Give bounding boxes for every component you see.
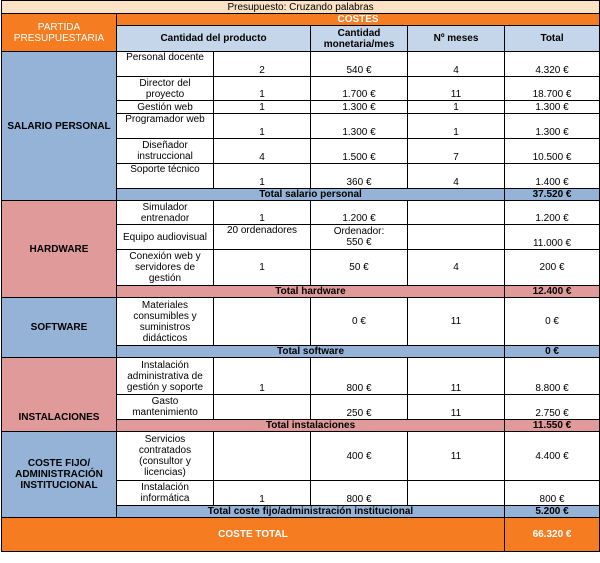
title-row <box>2 1 600 14</box>
months-cell: 4 <box>408 164 505 189</box>
months-cell <box>408 481 505 506</box>
table-row <box>2 201 600 225</box>
category-hardware: HARDWARE <box>2 201 117 298</box>
table-row <box>2 52 600 77</box>
concept-cell: Soporte técnico <box>117 164 214 189</box>
category-software: SOFTWARE <box>2 298 117 358</box>
total-cell: 11.000 € <box>505 225 600 250</box>
total-cell: 4.320 € <box>505 52 600 77</box>
quantity-cell <box>214 432 311 481</box>
category-salario: SALARIO PERSONAL <box>2 52 117 201</box>
monthly-cell: 1.200 € <box>311 201 408 225</box>
concept-cell: Director del proyecto <box>117 77 214 101</box>
total-cell: 0 € <box>505 298 600 346</box>
months-cell <box>408 225 505 250</box>
concept-cell: Conexión web y servidores de gestión <box>117 250 214 286</box>
quantity-cell: 1 <box>214 201 311 225</box>
concept-cell: Instalación informática <box>117 481 214 506</box>
quantity-cell: 1 <box>214 114 311 139</box>
quantity-cell: 1 <box>214 250 311 286</box>
quantity-cell: 4 <box>214 139 311 164</box>
monthly-cell: 0 € <box>311 298 408 346</box>
months-cell: 11 <box>408 395 505 420</box>
partida-header: PARTIDA PRESUPUESTARIA <box>2 14 117 52</box>
category-instalaciones: INSTALACIONES <box>2 358 117 432</box>
table-row <box>2 432 600 481</box>
quantity-cell: 1 <box>214 164 311 189</box>
subtotal-label: Total instalaciones <box>117 420 505 432</box>
quantity-cell: 1 <box>214 77 311 101</box>
col-meses: Nº meses <box>408 26 505 52</box>
quantity-cell: 1 <box>214 101 311 114</box>
months-cell: 1 <box>408 101 505 114</box>
grand-total-value: 66.320 € <box>505 518 600 552</box>
total-cell: 200 € <box>505 250 600 286</box>
months-cell: 1 <box>408 114 505 139</box>
concept-cell: Gasto mantenimiento <box>117 395 214 420</box>
subtotal-value: 12.400 € <box>505 286 600 298</box>
col-cantidad-monetaria: Cantidad monetaria/mes <box>311 26 408 52</box>
quantity-cell: 1 <box>214 481 311 506</box>
grand-total-row <box>2 518 600 552</box>
quantity-cell <box>214 298 311 346</box>
concept-cell: Simulador entrenador <box>117 201 214 225</box>
costes-header: COSTES <box>117 14 600 26</box>
total-cell: 10.500 € <box>505 139 600 164</box>
category-coste-fijo: COSTE FIJO/ ADMINISTRACIÓN INSTITUCIONAL <box>2 432 117 518</box>
total-cell: 800 € <box>505 481 600 506</box>
total-cell: 2.750 € <box>505 395 600 420</box>
months-cell: 11 <box>408 432 505 481</box>
subtotal-label: Total software <box>117 346 505 358</box>
subtotal-value: 37.520 € <box>505 189 600 201</box>
concept-cell: Instalación administrativa de gestión y soporte <box>117 358 214 395</box>
col-total: Total <box>505 26 600 52</box>
subtotal-value: 5.200 € <box>505 506 600 518</box>
col-cantidad-producto: Cantidad del producto <box>117 26 311 52</box>
concept-cell: Diseñador instruccional <box>117 139 214 164</box>
concept-cell: Personal docente <box>117 52 214 77</box>
subtotal-value: 11.550 € <box>505 420 600 432</box>
monthly-cell: 360 € <box>311 164 408 189</box>
total-cell: 1.300 € <box>505 114 600 139</box>
months-cell: 11 <box>408 77 505 101</box>
total-cell: 1.300 € <box>505 101 600 114</box>
concept-cell: Gestión web <box>117 101 214 114</box>
concept-cell: Programador web <box>117 114 214 139</box>
table-row <box>2 358 600 395</box>
months-cell: 11 <box>408 358 505 395</box>
subtotal-label: Total coste fijo/administración institucional <box>117 506 505 518</box>
quantity-cell: 2 <box>214 52 311 77</box>
total-cell: 1.200 € <box>505 201 600 225</box>
concept-cell: Servicios contratados (consultor y licencias) <box>117 432 214 481</box>
table-row <box>2 298 600 346</box>
monthly-cell: 50 € <box>311 250 408 286</box>
monthly-cell: 1.700 € <box>311 77 408 101</box>
total-cell: 4.400 € <box>505 432 600 481</box>
quantity-cell: 20 ordenadores <box>214 225 311 250</box>
total-cell: 8.800 € <box>505 358 600 395</box>
monthly-cell: 1.500 € <box>311 139 408 164</box>
subtotal-value: 0 € <box>505 346 600 358</box>
budget-table <box>1 0 600 552</box>
monthly-cell: 800 € <box>311 358 408 395</box>
months-cell: 4 <box>408 52 505 77</box>
quantity-cell: 1 <box>214 358 311 395</box>
months-cell <box>408 201 505 225</box>
grand-total-label: COSTE TOTAL <box>2 518 505 552</box>
monthly-cell: 250 € <box>311 395 408 420</box>
budget-title: Presupuesto: Cruzando palabras <box>2 1 600 14</box>
monthly-cell: Ordenador: 550 € <box>311 225 408 250</box>
monthly-cell: 540 € <box>311 52 408 77</box>
concept-cell: Equipo audiovisual <box>117 225 214 250</box>
months-cell: 7 <box>408 139 505 164</box>
monthly-cell: 1.300 € <box>311 101 408 114</box>
total-cell: 1.400 € <box>505 164 600 189</box>
total-cell: 18.700 € <box>505 77 600 101</box>
concept-cell: Materiales consumibles y suministros didácticos <box>117 298 214 346</box>
costes-row <box>2 14 600 26</box>
subtotal-label: Total salario personal <box>117 189 505 201</box>
monthly-cell: 800 € <box>311 481 408 506</box>
months-cell: 11 <box>408 298 505 346</box>
monthly-cell: 400 € <box>311 432 408 481</box>
monthly-cell: 1.300 € <box>311 114 408 139</box>
subtotal-label: Total hardware <box>117 286 505 298</box>
quantity-cell <box>214 395 311 420</box>
months-cell: 4 <box>408 250 505 286</box>
